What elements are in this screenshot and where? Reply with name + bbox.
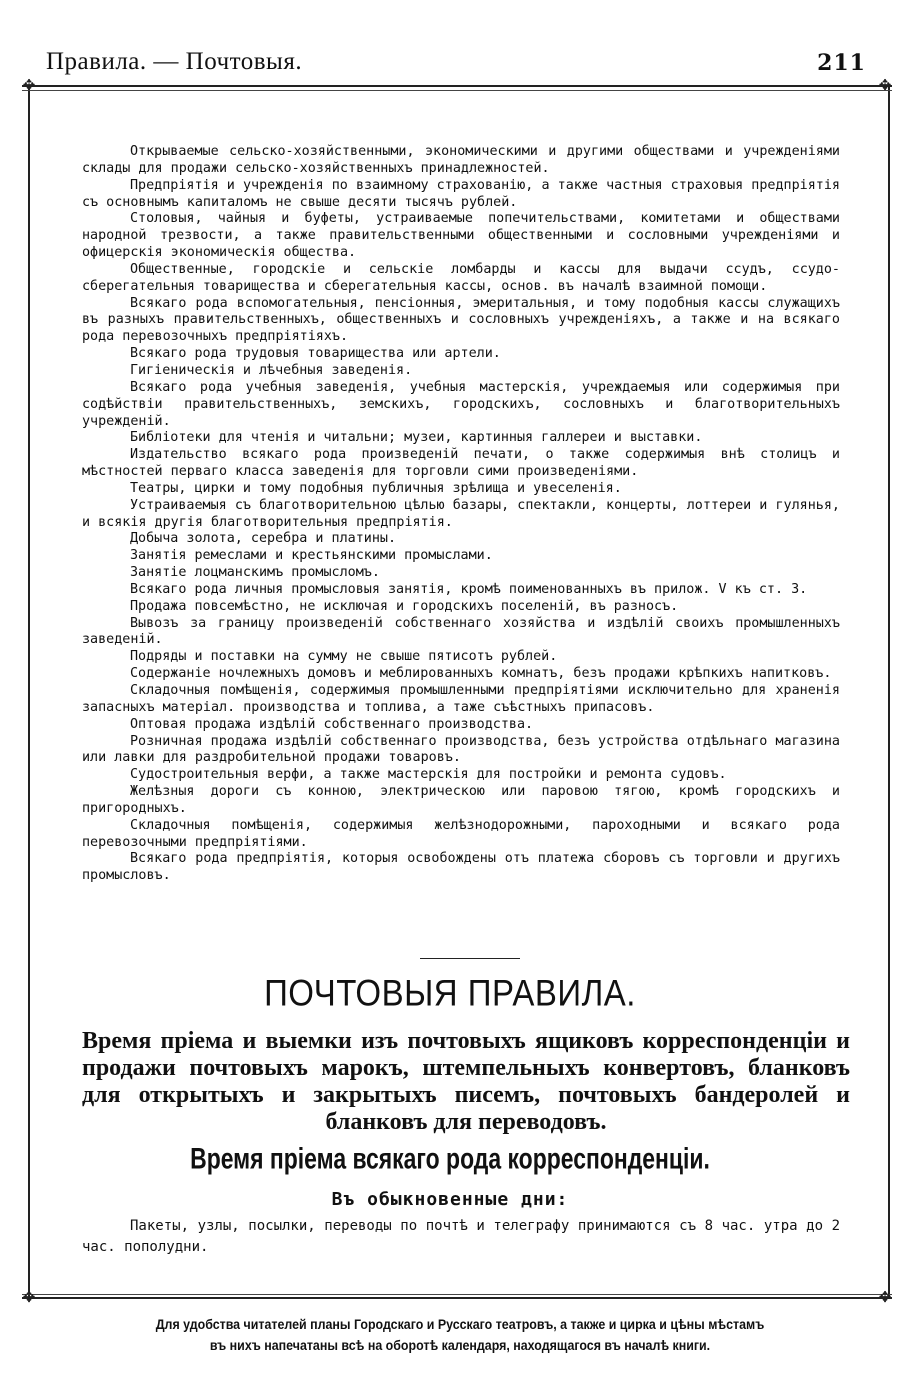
paragraph: Оптовая продажа издѣлій собственнаго производства. <box>130 716 534 732</box>
section-title: ПОЧТОВЫЯ ПРАВИЛА. <box>264 972 636 1014</box>
section-subheading: Въ обыкновенные дни: <box>331 1189 569 1210</box>
body-text <box>82 144 840 885</box>
footer-line: въ нихъ напечатаны всѣ на оборотѣ календаря, находящагося въ началѣ книги. <box>209 1338 711 1353</box>
footer-line: Для удобства читателей планы Городскаго и Русскаго театровъ, а также и цирка и цѣны мѣстамъ <box>155 1317 765 1332</box>
paragraph: Библіотеки для чтенія и читальни; музеи, картинныя галлереи и выставки. <box>130 430 703 446</box>
paragraph: Всякаго рода личныя промысловыя занятія, кромѣ поименованныхъ въ прилож. V къ ст. 3. <box>130 581 808 597</box>
paragraph: Устраиваемыя съ благотворительною цѣлью базары, спектакли, концерты, лоттереи и гулянья, и всякія другія благотворительныя предпріятія. <box>82 497 840 530</box>
running-head <box>46 48 866 82</box>
paragraph: Гигіеническія и лѣчебныя заведенія. <box>130 362 413 378</box>
paragraph: Занятія ремеслами и крестьянскими промыслами. <box>130 548 493 564</box>
section-subtitle: Время пріема и выемки изъ почтовыхъ ящиковъ корреспонденціи и продажи почтовыхъ марокъ, штемпельныхъ конвертовъ, бланковъ для открытыхъ и закрытыхъ писемъ, почтовыхъ бандеролей и бланковъ для переводовъ. <box>82 1028 850 1135</box>
frame-bottom-rule <box>22 1297 892 1299</box>
paragraph: Общественные, городскіе и сельскіе ломбарды и кассы для выдачи ссудъ, ссудо-сберегательныя товарищества и сберегательныя кассы, основ. въ началѣ взаимной помощи. <box>82 261 840 294</box>
running-title: Правила. — Почтовыя. <box>46 48 303 75</box>
paragraph: Театры, цирки и тому подобныя публичныя зрѣлища и увеселенія. <box>130 480 622 496</box>
paragraph: Занятіе лоцманскимъ промысломъ. <box>130 565 380 581</box>
section-divider <box>420 958 520 959</box>
paragraph: Судостроительныя верфи, а также мастерскія для постройки и ремонта судовъ. <box>130 767 727 783</box>
section-text: Пакеты, узлы, посылки, переводы по почтѣ и телеграфу принимаются съ 8 час. утра до 2 час. пополудни. <box>82 1218 840 1255</box>
section-text-block <box>82 1216 840 1258</box>
paragraph: Издательство всякаго рода произведеній печати, о также содержимыя внѣ столицъ и мѣстностей перваго класса заведенія для торговли сими произведеніями. <box>82 447 840 480</box>
paragraph: Добыча золота, серебра и платины. <box>130 531 397 547</box>
paragraph: Розничная продажа издѣлій собственнаго производства, безъ устройства отдѣльнаго магазина или лавки для раздробительной продажи товаровъ. <box>82 733 840 766</box>
corner-ornament-icon: ✥ <box>878 76 892 94</box>
corner-ornament-icon: ✥ <box>22 76 36 94</box>
section-heading: Время пріема всякаго рода корреспонденціи. <box>190 1142 710 1175</box>
footer-note <box>74 1314 847 1356</box>
paragraph: Всякаго рода вспомогательныя, пенсіонныя, эмеритальныя, и тому подобныя кассы служащихъ въ разныхъ правительственныхъ, общественныхъ и сословныхъ учрежденіяхъ, а также и на всякаго рода перевозочныхъ предпріятіяхъ. <box>82 295 840 345</box>
paragraph: Складочныя помѣщенія, содержимыя желѣзнодорожными, пароходными и всякаго рода перевозочными предпріятіями. <box>82 817 840 850</box>
paragraph: Продажа повсемѣстно, не исключая и городскихъ поселеній, въ разносъ. <box>130 598 679 614</box>
paragraph: Столовыя, чайныя и буфеты, устраиваемые попечительствами, комитетами и обществами народной трезвости, а также правительственными общественными и сословными учрежденіями и офицерскія экономическія общества. <box>82 211 840 261</box>
frame-top-rule <box>22 85 892 87</box>
corner-ornament-icon: ✥ <box>878 1288 892 1306</box>
paragraph: Всякаго рода трудовыя товарищества или артели. <box>130 346 501 362</box>
paragraph: Всякаго рода предпріятія, которыя освобождены отъ платежа сборовъ съ торговли и другихъ промысловъ. <box>82 851 840 884</box>
paragraph: Предпріятія и учрежденія по взаимному страхованію, а также частныя страховыя предпріятія съ основнымъ капиталомъ не свыше десяти тысячъ рублей. <box>82 177 840 210</box>
paragraph: Содержаніе ночлежныхъ домовъ и меблированныхъ комнатъ, безъ продажи крѣпкихъ напитковъ. <box>130 666 832 682</box>
paragraph: Открываемые сельско-хозяйственными, экономическими и другими обществами и учрежденіями склады для продажи сельско-хозяйственныхъ принадлежностей. <box>82 144 840 176</box>
corner-ornament-icon: ✥ <box>22 1288 36 1306</box>
paragraph: Вывозъ за границу произведеній собственнаго хозяйства и издѣлій своихъ промышленныхъ заведеній. <box>82 615 840 648</box>
paragraph: Подряды и поставки на сумму не свыше пятисотъ рублей. <box>130 649 558 665</box>
paragraph: Складочныя помѣщенія, содержимыя промышленными предпріятіями исключительно для храненія запасныхъ матеріал. производства и топлива, а таже съѣстныхъ припасовъ. <box>82 683 840 715</box>
paragraph: Желѣзныя дороги съ конною, электрическою или паровою тягою, кромѣ городскихъ и пригородныхъ. <box>82 784 840 816</box>
page-number: 211 <box>817 50 866 76</box>
paragraph: Всякаго рода учебныя заведенія, учебныя мастерскія, учреждаемыя или содержимыя при содѣйствіи правительственныхъ, земскихъ, городскихъ, сословныхъ и благотворительныхъ учрежденій. <box>82 379 840 429</box>
